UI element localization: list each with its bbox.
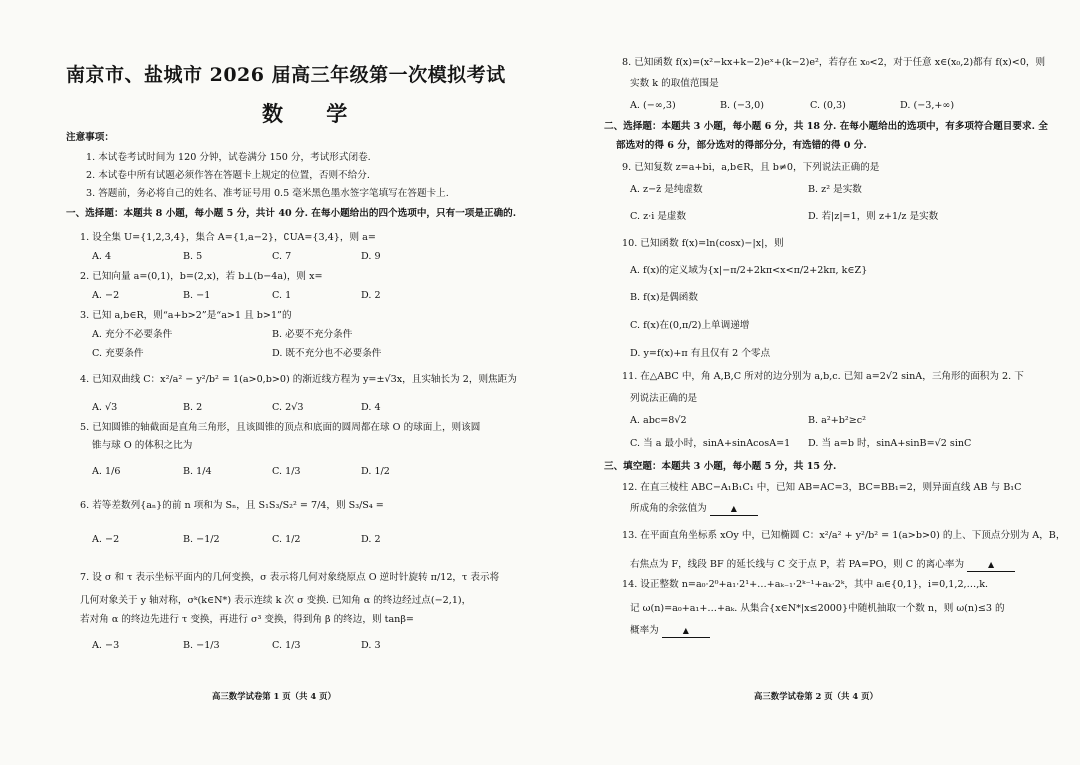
- triangle-marker-icon: ▲: [730, 504, 737, 513]
- option-c: C. 1/2: [272, 534, 301, 545]
- option-c: C. 充要条件: [92, 348, 144, 359]
- option-d: D. (−3,+∞): [900, 100, 955, 111]
- option-d: D. 9: [361, 251, 381, 262]
- option-b: B. (−3,0): [720, 100, 764, 111]
- question-stem: 4. 已知双曲线 C：x²/a² − y²/b² = 1(a>0,b>0) 的渐近线方程为 y=±√3x，且实轴长为 2，则焦距为: [80, 374, 517, 385]
- option-c: C. 1/3: [272, 640, 301, 651]
- notice-item: 2. 本试卷中所有试题必须作答在答题卡上规定的位置，否则不给分.: [86, 170, 370, 181]
- option-a: A. abc=8√2: [630, 415, 687, 426]
- option-c: C. (0,3): [810, 100, 846, 111]
- option-d: D. 既不充分也不必要条件: [272, 348, 382, 359]
- question-stem: 12. 在直三棱柱 ABC−A₁B₁C₁ 中，已知 AB=AC=3，BC=BB₁=2，则异面直线 AB 与 B₁C: [622, 482, 1022, 493]
- question-stem-cont: 列说法正确的是: [630, 393, 698, 404]
- option-a: A. (−∞,3): [630, 100, 676, 111]
- option-a: A. −3: [92, 640, 120, 651]
- question-stem: 10. 已知函数 f(x)=ln(cosx)−|x|，则: [622, 238, 784, 249]
- option-c: C. 1: [272, 290, 292, 301]
- option-c: C. 当 a 最小时，sinA+sinAcosA=1: [630, 438, 791, 449]
- option-d: D. 4: [361, 402, 381, 413]
- option-b: B. z² 是实数: [808, 184, 862, 195]
- option-a: A. 充分不必要条件: [92, 329, 173, 340]
- page-2: [540, 0, 1080, 765]
- option-b: B. −1/3: [183, 640, 220, 651]
- option-a: A. f(x)的定义域为{x|−π/2+2kπ<x<π/2+2kπ, k∈Z}: [630, 265, 868, 276]
- question-stem-cont: [630, 625, 710, 638]
- option-b: B. −1/2: [183, 534, 220, 545]
- answer-blank: [710, 503, 758, 516]
- option-b: B. 1/4: [183, 466, 212, 477]
- option-d: D. y=f(x)+π 有且仅有 2 个零点: [630, 348, 771, 359]
- question-stem: 5. 已知圆锥的轴截面是直角三角形，且该圆锥的顶点和底面的圆周都在球 O 的球面上，则该圆: [80, 422, 481, 433]
- question-stem-cont: 锥与球 O 的体积之比为: [92, 440, 193, 451]
- page-footer: 高三数学试卷第 2 页（共 4 页）: [754, 691, 878, 701]
- question-stem-text: 概率为: [630, 625, 659, 636]
- option-d: D. 2: [361, 290, 381, 301]
- question-stem-cont: 若对角 α 的终边先进行 τ 变换，再进行 σ³ 变换，得到角 β 的终边，则 tanβ=: [80, 614, 414, 625]
- question-stem: 3. 已知 a,b∈R，则“a+b>2”是“a>1 且 b>1”的: [80, 310, 292, 321]
- triangle-marker-icon: ▲: [682, 626, 689, 635]
- option-b: B. −1: [183, 290, 211, 301]
- question-stem-cont: 几何对象关于 y 轴对称，σᵏ(k∈N*) 表示连续 k 次 σ 变换. 已知角 α 的终边经过点(−2,1)，: [80, 595, 472, 606]
- option-c: C. z·i 是虚数: [630, 211, 687, 222]
- option-d: D. 若|z|=1，则 z+1/z 是实数: [808, 211, 939, 222]
- question-stem: 14. 设正整数 n=a₀·2⁰+a₁·2¹+…+aₖ₋₁·2ᵏ⁻¹+aₖ·2ᵏ，其中 aᵢ∈{0,1}，i=0,1,2,…,k.: [622, 579, 989, 590]
- answer-blank: [967, 559, 1015, 572]
- question-stem-text: 右焦点为 F，线段 BF 的延长线与 C 交于点 P，若 PA=PO，则 C 的离心率为: [630, 559, 965, 570]
- option-a: A. z−z̄ 是纯虚数: [630, 184, 703, 195]
- option-d: D. 1/2: [361, 466, 390, 477]
- option-b: B. 2: [183, 402, 203, 413]
- option-b: B. 5: [183, 251, 203, 262]
- section-heading-cont: 部选对的得 6 分，部分选对的得部分分，有选错的得 0 分.: [616, 140, 867, 151]
- option-c: C. 1/3: [272, 466, 301, 477]
- question-stem-cont: [630, 559, 1015, 572]
- option-b: B. f(x)是偶函数: [630, 292, 698, 303]
- section-heading: 一、选择题：本题共 8 小题，每小题 5 分，共计 40 分. 在每小题给出的四个选项中，只有一项是正确的.: [66, 208, 517, 219]
- question-stem: 6. 若等差数列{aₙ}的前 n 项和为 Sₙ，且 S₁S₃/S₂² = 7/4，则 S₃/S₄ =: [80, 500, 384, 511]
- question-stem: 11. 在△ABC 中，角 A,B,C 所对的边分别为 a,b,c. 已知 a=2√2 sinA，三角形的面积为 2. 下: [622, 371, 1024, 382]
- option-d: D. 3: [361, 640, 381, 651]
- notice-heading: 注意事项：: [66, 132, 114, 143]
- option-c: C. 7: [272, 251, 292, 262]
- section-heading: 二、选择题：本题共 3 小题，每小题 6 分，共 18 分. 在每小题给出的选项中，有多项符合题目要求. 全: [604, 121, 1048, 132]
- page-footer: 高三数学试卷第 1 页（共 4 页）: [212, 691, 336, 701]
- option-c: C. 2√3: [272, 402, 304, 413]
- option-d: D. 2: [361, 534, 381, 545]
- answer-blank: [662, 625, 710, 638]
- option-b: B. a²+b²≥c²: [808, 415, 866, 426]
- option-d: D. 当 a=b 时，sinA+sinB=√2 sinC: [808, 438, 972, 449]
- option-a: A. 4: [92, 251, 112, 262]
- question-stem: 9. 已知复数 z=a+bi，a,b∈R，且 b≠0，下列说法正确的是: [622, 162, 880, 173]
- subject-title: 数 学: [262, 101, 366, 126]
- option-b: B. 必要不充分条件: [272, 329, 353, 340]
- question-stem: 7. 设 σ 和 τ 表示坐标平面内的几何变换，σ 表示将几何对象绕原点 O 逆时针旋转 π/12，τ 表示将: [80, 572, 500, 583]
- question-stem: 8. 已知函数 f(x)=(x²−kx+k−2)eˣ+(k−2)e²，若存在 x₀<2，对于任意 x∈(x₀,2)都有 f(x)<0，则: [622, 57, 1046, 68]
- question-stem-cont: [630, 503, 758, 516]
- question-stem: 13. 在平面直角坐标系 xOy 中，已知椭圆 C：x²/a² + y²/b² = 1(a>b>0) 的上、下顶点分别为 A，B，: [622, 530, 1066, 541]
- option-a: A. −2: [92, 534, 120, 545]
- notice-item: 3. 答题前，务必将自己的姓名、准考证号用 0.5 毫米黑色墨水签字笔填写在答题卡上.: [86, 188, 449, 199]
- option-a: A. 1/6: [92, 466, 121, 477]
- triangle-marker-icon: ▲: [988, 560, 995, 569]
- question-stem-cont: 实数 k 的取值范围是: [630, 78, 719, 89]
- exam-title: 南京市、盐城市 2026 届高三年级第一次模拟考试: [66, 64, 506, 86]
- question-stem: 1. 设全集 U={1,2,3,4}，集合 A={1,a−2}，∁UA={3,4}，则 a=: [80, 232, 376, 243]
- section-heading: 三、填空题：本题共 3 小题，每小题 5 分，共 15 分.: [604, 461, 837, 472]
- notice-item: 1. 本试卷考试时间为 120 分钟，试卷满分 150 分，考试形式闭卷.: [86, 152, 371, 163]
- option-a: A. −2: [92, 290, 120, 301]
- question-stem-text: 所成角的余弦值为: [630, 503, 707, 514]
- option-c: C. f(x)在(0,π/2)上单调递增: [630, 320, 750, 331]
- question-stem-cont: 记 ω(n)=a₀+a₁+…+aₖ. 从集合{x∈N*|x≤2000}中随机抽取一个数 n，则 ω(n)≤3 的: [630, 603, 1005, 614]
- option-a: A. √3: [92, 402, 118, 413]
- question-stem: 2. 已知向量 a=(0,1)，b=(2,x)，若 b⊥(b−4a)，则 x=: [80, 271, 323, 282]
